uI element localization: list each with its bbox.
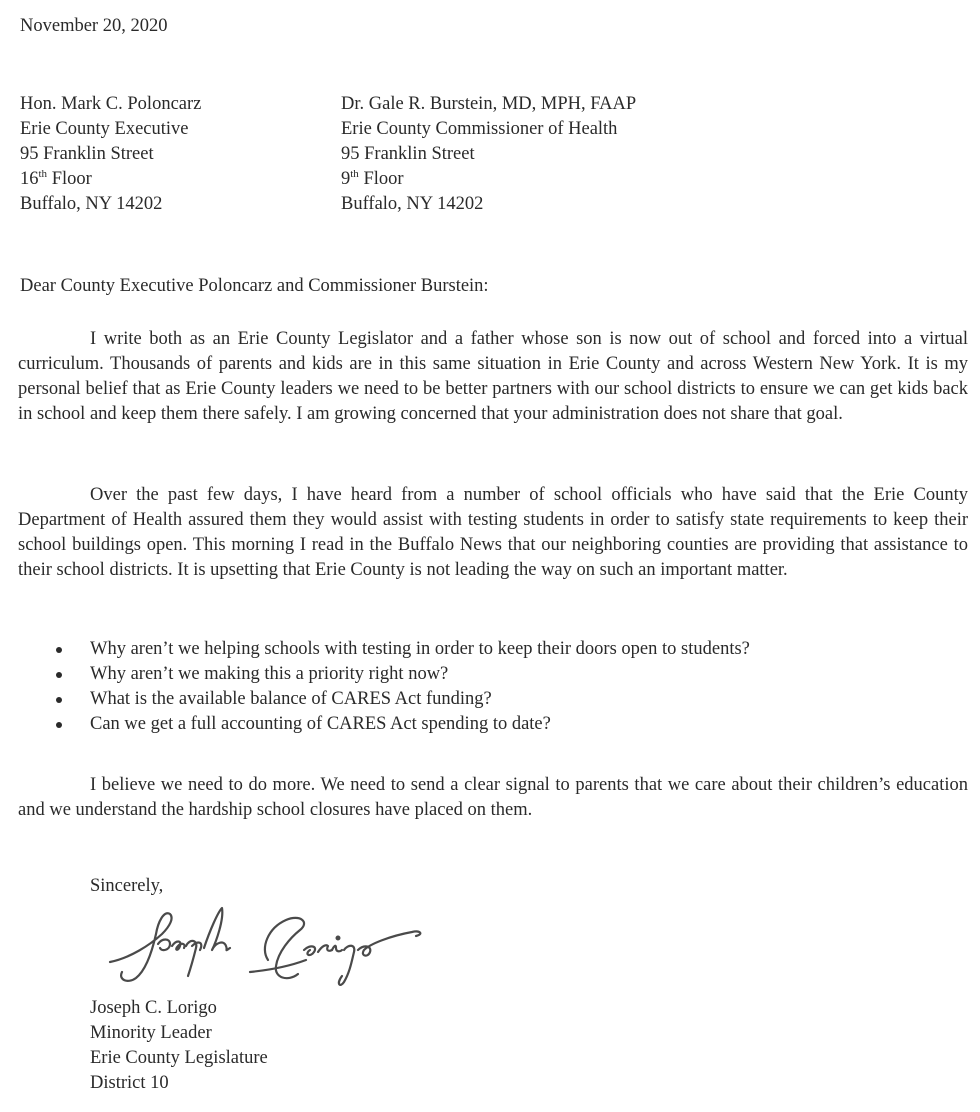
signer-district: District 10 [90,1073,169,1093]
recipient-city: Buffalo, NY 14202 [341,194,484,214]
question-list [52,637,750,737]
recipient-address-commissioner [341,92,636,217]
recipient-city: Buffalo, NY 14202 [20,194,163,214]
signer-name: Joseph C. Lorigo [90,998,217,1018]
signature-block [90,996,268,1096]
salutation: Dear County Executive Poloncarz and Commissioner Burstein: [20,276,489,296]
body-paragraph-2: Over the past few days, I have heard from a number of school officials who have said that the Erie County Department of Health assured them they would assist with testing students in order to satisfy state requirements to keep their school buildings open. This morning I read in the Buffalo News that our neighboring counties are providing that assistance to their school districts. It is upsetting that Erie County is not leading the way on such an important matter. [18,485,968,580]
signer-title: Minority Leader [90,1023,212,1043]
recipient-address-executive [20,92,201,217]
letter-date: November 20, 2020 [20,16,168,36]
body-paragraph-1: I write both as an Erie County Legislator and a father whose son is now out of school and forced into a virtual curriculum. Thousands of parents and kids are in this same situation in Erie County and across Western New York. It is my personal belief that as Erie County leaders we need to be better partners with our school districts to ensure we can get kids back in school and keep them there safely. I am growing concerned that your administration does not share that goal. [18,329,968,424]
recipient-name: Dr. Gale R. Burstein, MD, MPH, FAAP [341,94,637,114]
list-item: Why aren’t we making this a priority right now? [52,662,750,687]
recipient-street: 95 Franklin Street [20,144,154,164]
list-item: Why aren’t we helping schools with testing in order to keep their doors open to students? [52,637,750,662]
recipient-floor: 16th Floor [20,167,92,189]
list-item: Can we get a full accounting of CARES Act spending to date? [52,712,750,737]
signer-organization: Erie County Legislature [90,1048,268,1068]
list-item: What is the available balance of CARES Act funding? [52,687,750,712]
recipient-floor: 9th Floor [341,167,404,189]
handwritten-signature [100,900,440,990]
closing: Sincerely, [90,876,164,896]
recipient-title: Erie County Commissioner of Health [341,119,618,139]
recipient-street: 95 Franklin Street [341,144,475,164]
body-paragraph-3: I believe we need to do more. We need to send a clear signal to parents that we care about their children’s education and we understand the hardship school closures have placed on them. [18,775,968,820]
recipient-title: Erie County Executive [20,119,189,139]
recipient-name: Hon. Mark C. Poloncarz [20,94,202,114]
